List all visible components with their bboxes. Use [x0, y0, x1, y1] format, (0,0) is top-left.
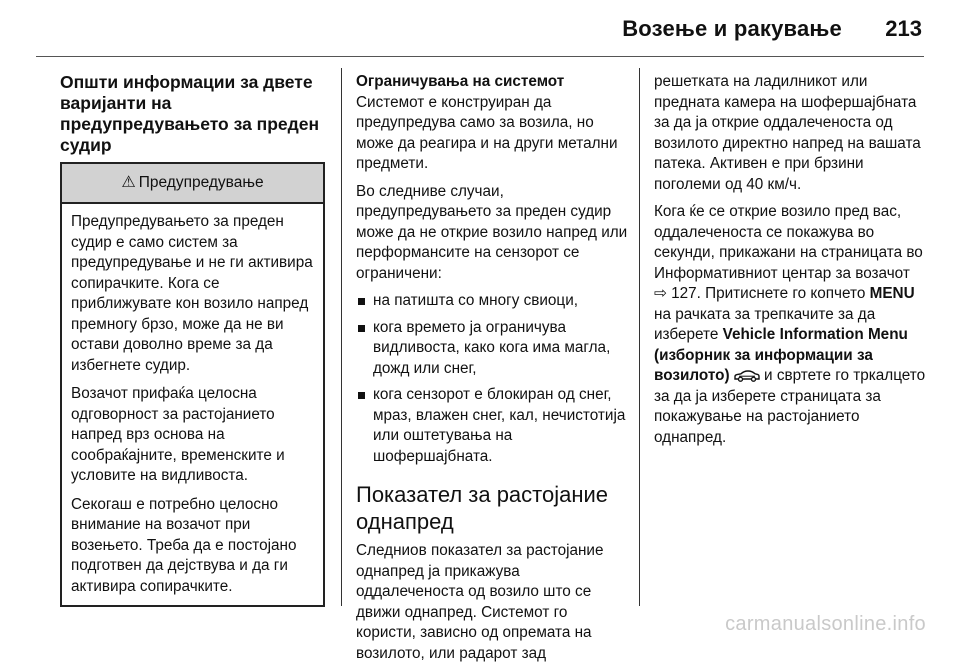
bullet-list [356, 291, 628, 467]
header-title: Возење и ракување [622, 16, 842, 41]
warning-header [62, 164, 323, 204]
vehicle-info-menu-label: Vehicle Information Menu (изборник за информации за возилото) [654, 326, 908, 384]
section-heading: Општи информации за двете варијанти на предупредувањето за преден судир [60, 72, 320, 155]
paragraph: Во следниве случаи, предупредувањето за преден судир може да не открие возило напред или перформансите на сензорот се ограничени: [356, 182, 628, 282]
header-rule [36, 56, 924, 57]
warning-paragraph: Предупредувањето за преден судир е само систем за предупредување и не ги активира сопирачките. Кога се приближувате кон возило напред премногу брзо, може да не ви остави доволно време за да избегнете судир. [71, 213, 313, 374]
limitations-subheading: Ограничувања на системот [356, 73, 565, 90]
list-item: кога сензорот е блокиран од снег, мраз, влажен снег, кал, нечистотија или оштетувања на шофершајбната. [356, 385, 628, 467]
text-run: Кога ќе се открие возило пред вас, оддалеченоста се покажува во секунди, прикажани на страницата во Информативниот центар за возачот [654, 203, 923, 282]
paragraph: решетката на ладилникот или предната камера на шофершајбната за да ја открие оддалеченоста од возилото директно напред на вашата патека. Активен е при брзини поголеми од 40 км/ч. [654, 73, 921, 193]
column-3 [654, 72, 926, 455]
column-2 [356, 72, 628, 671]
warning-title: Предупредување [138, 173, 264, 191]
paragraph: Системот е конструиран да предупредува само за возила, но може да реагира и на други метални предмети. [356, 93, 618, 172]
list-item: на патишта со многу свиоци, [356, 291, 628, 312]
menu-button-label: MENU [869, 285, 915, 302]
text-run: 127. Притиснете го копчето [666, 285, 870, 302]
column-divider-2 [639, 68, 640, 606]
paragraph-menu-instructions [654, 202, 926, 448]
text-run: на рачката за трепкачите за да изберете [654, 305, 876, 343]
watermark: carmanualsonline.info [725, 613, 926, 635]
warning-paragraph: Возачот прифаќа целосна одговорност за растојанието напред врз основа на сообраќајните, временските и условите на видливоста. [71, 385, 285, 484]
text-run: и свртете го тркалцето за да ја изберете страницата за покажување на растојанието однапред. [654, 367, 926, 446]
warning-body [62, 204, 323, 605]
warning-triangle-icon: ⚠ [121, 173, 136, 191]
column-1 [60, 72, 325, 607]
distance-indication-heading: Показател за растојание однапред [356, 482, 609, 534]
paragraph: Следниов показател за растојание однапред ја прикажува оддалеченоста од возило што се движи однапред. Системот го користи, зависно од опремата на возилото, или радарот зад [356, 542, 604, 662]
list-item: кога времето ја ограничува видливоста, како кога има магла, дожд или снег, [356, 318, 628, 380]
car-icon [734, 370, 760, 382]
page-reference-icon: ⇨ [654, 285, 667, 302]
warning-box [60, 162, 325, 607]
page-number: 213 [885, 16, 922, 41]
page-header [0, 0, 960, 56]
column-divider-1 [341, 68, 342, 606]
warning-paragraph: Секогаш е потребно целосно внимание на возачот при возењето. Треба да е постојано подготвен да дејствува и да ги активира сопирачките. [71, 495, 297, 595]
